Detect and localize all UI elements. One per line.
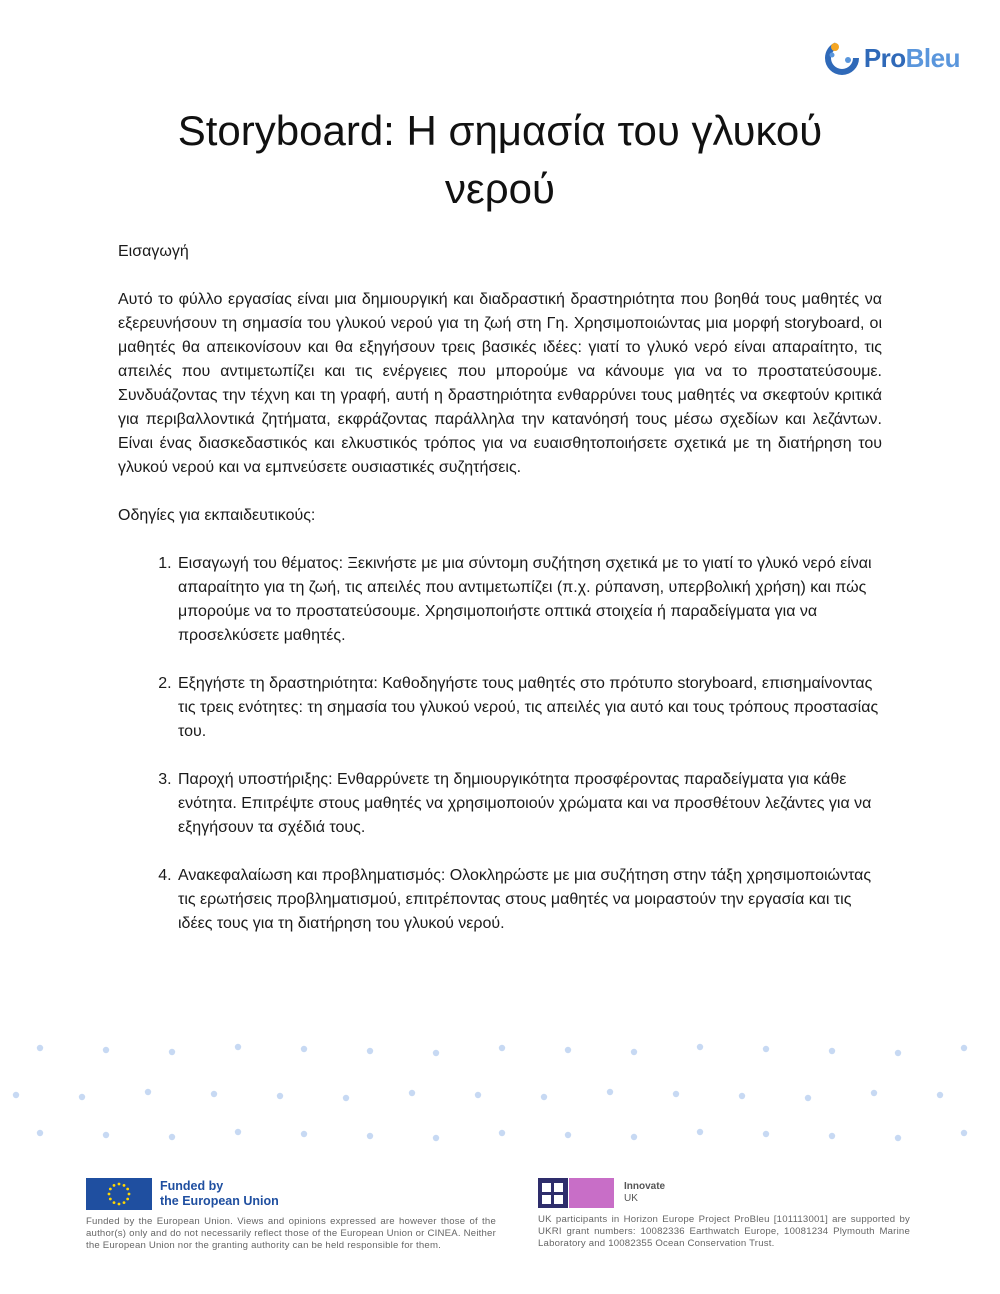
eu-star (123, 1201, 126, 1204)
decorative-dot (895, 1135, 901, 1141)
probleu-emblem-icon (824, 38, 860, 78)
decorative-dot (37, 1130, 43, 1136)
eu-star (109, 1198, 112, 1201)
decorative-dot (739, 1093, 745, 1099)
intro-paragraph: Αυτό το φύλλο εργασίας είναι μια δημιουργική και διαδραστική δραστηριότητα που βοηθά τους μαθητές να εξερευνήσουν τη σημασία του γλυκού νερού για τη ζωή στη Γη. Χρησιμοποιώντας μια μορφή storyboard, οι μαθητές θα απεικονίσουν και θα εξηγήσουν τρεις βασικές ιδέες: γιατί το γλυκό νερό είναι απαραίτητο, τις απειλές που αντιμετωπίζει και τις ενέργειες που μπορούμε να κάνουμε για να το προστατεύσουμε. Συνδυάζοντας την τέχνη και τη γραφή, αυτή η δραστηριότητα ενθαρρύνει τους μαθητές να σκεφτούν κριτικά για περιβαλλοντικά ζητήματα, εκφράζοντας παράλληλα την κατανόησή τους μέσω σχεδίων και λεζάντων. Είναι ένας διασκεδαστικός και ελκυστικός τρόπος για να ευαισθητοποιήσετε σχετικά με τη διατήρηση του γλυκού νερού και να εμπνεύσετε ουσιαστικές συζητήσεις. (118, 291, 882, 476)
decorative-dot (829, 1133, 835, 1139)
decorative-dot (829, 1048, 835, 1054)
decorative-dot (475, 1092, 481, 1098)
decorative-dot (673, 1091, 679, 1097)
probleu-logo (824, 38, 960, 78)
document-body (118, 240, 882, 960)
decorative-dot (565, 1132, 571, 1138)
decorative-dot (499, 1130, 505, 1136)
decorative-dot (961, 1045, 967, 1051)
decorative-dot (169, 1134, 175, 1140)
teachers-heading: Οδηγίες για εκπαιδευτικούς: (118, 507, 316, 524)
decorative-dot (367, 1133, 373, 1139)
page-title: Storyboard: Η σημασία του γλυκού νερού (177, 107, 823, 212)
decorative-dot (301, 1131, 307, 1137)
eu-star (126, 1188, 129, 1191)
decorative-dot (343, 1095, 349, 1101)
decorative-dot (541, 1094, 547, 1100)
decorative-dot (211, 1091, 217, 1097)
innovate-uk-label: Innovate UK (624, 1181, 666, 1204)
decorative-dot (103, 1047, 109, 1053)
eu-star (113, 1201, 116, 1204)
decorative-dot (37, 1045, 43, 1051)
ukri-funding-block (538, 1178, 910, 1250)
decorative-dot (631, 1134, 637, 1140)
decorative-dot (301, 1046, 307, 1052)
decorative-dot (235, 1044, 241, 1050)
eu-star (109, 1188, 112, 1191)
eu-star (108, 1193, 111, 1196)
eu-star (113, 1184, 116, 1187)
decorative-dot (631, 1049, 637, 1055)
list-item: 3. Παροχή υποστήριξης: Ενθαρρύνετε τη δημιουργικότητα προσφέροντας παραδείγματα για κάθε ενότητα. Επιτρέψτε στους μαθητές να χρησιμοποιούν χρώματα και να προσθέτουν λεζάντες για να εξηγήσουν τα σχέδιά τους. (176, 768, 882, 840)
probleu-wordmark: ProBleu (863, 42, 960, 73)
ukri-disclaimer: UK participants in Horizon Europe Project ProBleu [101113001] are supported by UKRI grant numbers: 10082336 Earthwatch Europe, 10081234 Plymouth Marine Laboratory and 10082355 Ocean Conservation Trust. (538, 1214, 910, 1249)
decorative-dot (79, 1094, 85, 1100)
decorative-dot (367, 1048, 373, 1054)
eu-star (128, 1193, 131, 1196)
decorative-dot (565, 1047, 571, 1053)
decorative-dot-pattern (0, 1035, 1000, 1155)
ukri-logo-icon (538, 1178, 614, 1208)
decorative-dot (805, 1095, 811, 1101)
decorative-dot (697, 1044, 703, 1050)
list-item: 4. Ανακεφαλαίωση και προβληματισμός: Ολοκληρώστε με μια συζήτηση στην τάξη χρησιμοποιώντας τις ερωτήσεις προβληματισμού, επιτρέποντας στους μαθητές να μοιραστούν την εργασία και τις ιδέες τους για τη διατήρηση του γλυκού νερού. (176, 864, 882, 936)
decorative-dot (433, 1135, 439, 1141)
decorative-dot (895, 1050, 901, 1056)
decorative-dot (145, 1089, 151, 1095)
eu-disclaimer: Funded by the European Union. Views and opinions expressed are however those of the author(s) only and do not necessarily reflect those of the European Union or CINEA. Neither the European Union nor the granting authority can be held responsible for them. (86, 1216, 496, 1251)
decorative-dot (607, 1089, 613, 1095)
decorative-dot (103, 1132, 109, 1138)
decorative-dot (937, 1092, 943, 1098)
list-item: 2. Εξηγήστε τη δραστηριότητα: Καθοδηγήστε τους μαθητές στο πρότυπο storyboard, επισημαίνοντας τις τρεις ενότητες: τη σημασία του γλυκού νερού, τις απειλές για αυτό και τους τρόπους προστασίας του. (176, 672, 882, 744)
eu-flag-icon (86, 1178, 152, 1210)
decorative-dot (235, 1129, 241, 1135)
decorative-dot (409, 1090, 415, 1096)
decorative-dot (961, 1130, 967, 1136)
decorative-dot (697, 1129, 703, 1135)
eu-star (123, 1184, 126, 1187)
teacher-steps-list (118, 552, 882, 936)
decorative-dot (499, 1045, 505, 1051)
list-item: 1. Εισαγωγή του θέματος: Ξεκινήστε με μια σύντομη συζήτηση σχετικά με το γιατί το γλυκό νερό είναι απαραίτητο για τη ζωή, τις απειλές που αντιμετωπίζει (π.χ. ρύπανση, υπερβολική χρήση) και πώς μπορούμε να το προστατεύσουμε. Χρησιμοποιήστε οπτικά στοιχεία ή παραδείγματα για να προσελκύσετε μαθητές. (176, 552, 882, 648)
eu-funding-title: Funded by the European Union (160, 1179, 279, 1208)
eu-star (126, 1198, 129, 1201)
intro-heading: Εισαγωγή (118, 243, 189, 260)
eu-star (118, 1183, 121, 1186)
decorative-dot (763, 1046, 769, 1052)
decorative-dot (169, 1049, 175, 1055)
eu-funding-block (86, 1178, 496, 1252)
decorative-dot (871, 1090, 877, 1096)
decorative-dot (763, 1131, 769, 1137)
eu-star (118, 1203, 121, 1206)
decorative-dot (433, 1050, 439, 1056)
decorative-dot (13, 1092, 19, 1098)
decorative-dot (277, 1093, 283, 1099)
